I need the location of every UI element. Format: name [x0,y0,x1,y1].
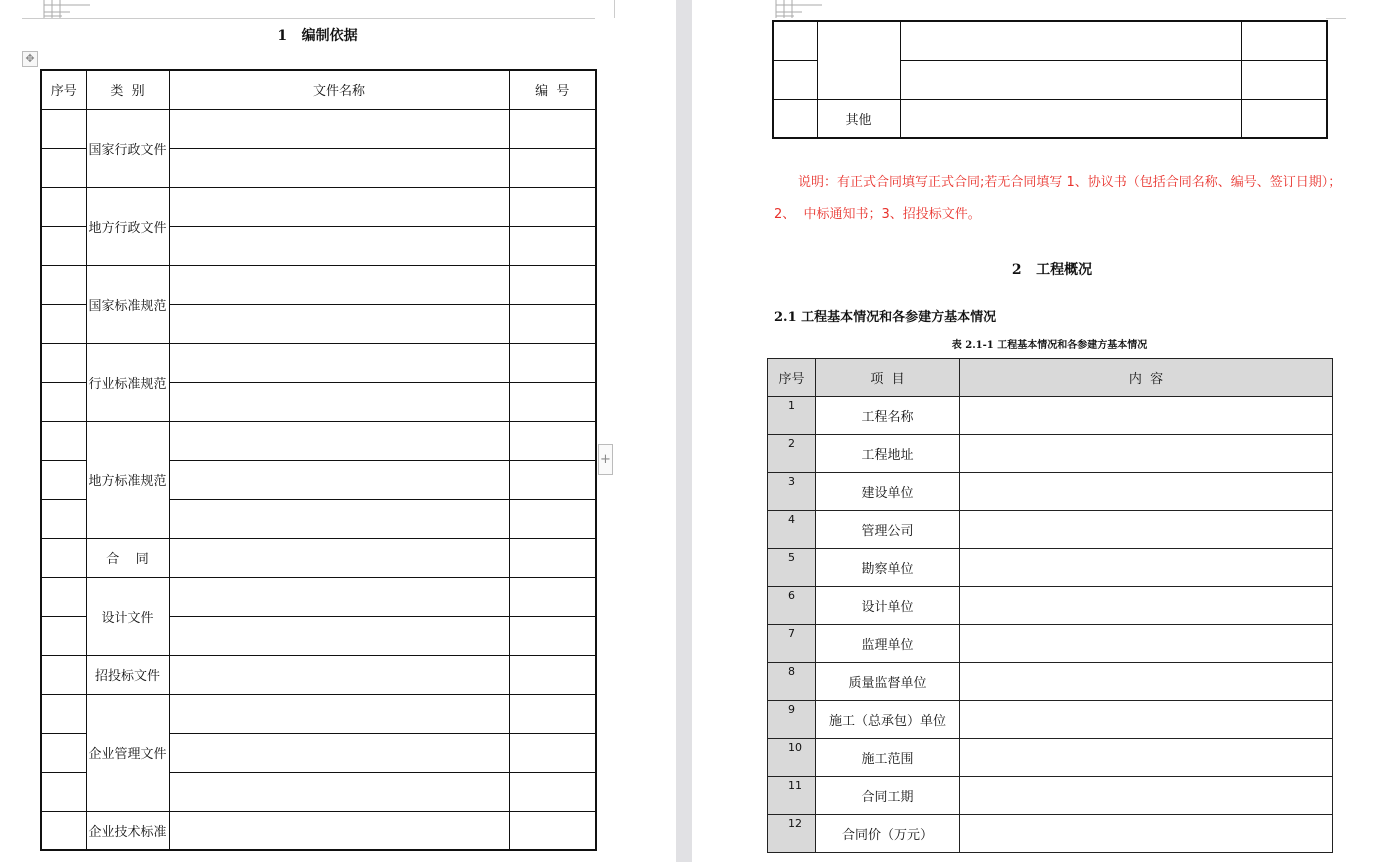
cell[interactable] [1241,21,1327,60]
note-line-2: 2、 中标通知书；3、招投标文件。 [774,207,981,222]
row-content[interactable] [960,701,1333,739]
table-row [41,109,596,148]
category-cell: 合 同 [86,538,169,577]
row-content[interactable] [960,625,1333,663]
page-margin-line [1326,18,1346,19]
cell-file-name[interactable] [169,382,509,421]
header-no: 序号 [41,70,86,109]
table-row [768,777,1333,815]
page-margin-line [22,18,595,19]
row-number: 8 [768,663,816,701]
subsection-heading: 2.1 工程基本情况和各参建方基本情况 [774,310,997,325]
table-row [41,655,596,694]
row-item: 工程名称 [816,397,960,435]
row-item: 工程地址 [816,435,960,473]
cell-file-name[interactable] [169,733,509,772]
cell-code[interactable] [509,616,596,655]
header-corner-mark-icon [40,0,90,18]
cell-file-name[interactable] [169,226,509,265]
row-item: 设计单位 [816,587,960,625]
category-cell: 设计文件 [86,577,169,655]
cell-no[interactable] [41,655,86,694]
table-row [768,625,1333,663]
table-row [41,577,596,616]
add-column-button[interactable]: + [598,444,613,475]
cell-file-name[interactable] [169,655,509,694]
category-cell: 行业标准规范 [86,343,169,421]
table-move-handle-icon[interactable]: ✥ [22,51,38,67]
cell-file-name[interactable] [169,772,509,811]
cell[interactable] [773,99,817,138]
row-item: 监理单位 [816,625,960,663]
page-gap [676,0,692,862]
cell-code[interactable] [509,148,596,187]
category-cell: 企业技术标准 [86,811,169,850]
table-row [768,739,1333,777]
cell[interactable] [817,21,900,99]
cell-file-name[interactable] [169,343,509,382]
cell-code[interactable] [509,538,596,577]
cell-code[interactable] [509,265,596,304]
cell-file-name[interactable] [169,616,509,655]
cell-code[interactable] [509,382,596,421]
note-line-1: 说明：有正式合同填写正式合同;若无合同填写 1、协议书（包括合同名称、编号、签订日期）； [798,175,1342,190]
row-number: 9 [768,701,816,739]
cell-code[interactable] [509,694,596,733]
cell-no[interactable] [41,460,86,499]
cell-file-name[interactable] [169,538,509,577]
category-cell: 国家行政文件 [86,109,169,187]
table-row [768,701,1333,739]
cell-no[interactable] [41,343,86,382]
row-item: 质量监督单位 [816,663,960,701]
cell-file-name[interactable] [169,577,509,616]
cell-code[interactable] [509,811,596,850]
row-number: 2 [768,435,816,473]
cell[interactable] [773,21,817,60]
cell-file-name[interactable] [169,187,509,226]
table-row [768,473,1333,511]
cell-code[interactable] [509,226,596,265]
table-row [768,663,1333,701]
row-item: 勘察单位 [816,549,960,587]
cell-no[interactable] [41,187,86,226]
header-code: 编 号 [509,70,596,109]
table-row [41,694,596,733]
table-row [41,421,596,460]
row-content[interactable] [960,435,1333,473]
cell-no[interactable] [41,148,86,187]
row-item: 合同工期 [816,777,960,815]
cell[interactable] [1241,99,1327,138]
row-content[interactable] [960,473,1333,511]
cell-code[interactable] [509,460,596,499]
cell-no[interactable] [41,772,86,811]
header-content: 内 容 [960,359,1333,397]
cell-file-name[interactable] [169,499,509,538]
cell-code[interactable] [509,421,596,460]
cell-code[interactable] [509,187,596,226]
row-content[interactable] [960,511,1333,549]
cell-file-name[interactable] [169,265,509,304]
cell-code[interactable] [509,655,596,694]
section-heading: 1 编制依据 [277,28,358,44]
row-number: 7 [768,625,816,663]
category-cell: 地方行政文件 [86,187,169,265]
table-header-row [41,70,596,109]
row-number: 10 [768,739,816,777]
cell-no[interactable] [41,733,86,772]
cell-no[interactable] [41,109,86,148]
row-number: 5 [768,549,816,587]
cell-no[interactable] [41,616,86,655]
cell-no[interactable] [41,538,86,577]
table-header-row [768,359,1333,397]
header-corner-mark-icon [772,0,822,18]
table-row [41,265,596,304]
row-item: 施工（总承包）单位 [816,701,960,739]
header-item: 项 目 [816,359,960,397]
cell-code[interactable] [509,577,596,616]
header-file-name: 文件名称 [169,70,509,109]
category-other: 其他 [817,99,900,138]
row-number: 4 [768,511,816,549]
category-cell: 招投标文件 [86,655,169,694]
cell-code[interactable] [509,499,596,538]
cell-file-name[interactable] [169,421,509,460]
row-content[interactable] [960,739,1333,777]
cell-file-name[interactable] [169,148,509,187]
category-cell: 地方标准规范 [86,421,169,538]
table-row [41,811,596,850]
row-item: 合同价（万元） [816,815,960,853]
cell[interactable] [900,99,1241,138]
cell-code[interactable] [509,772,596,811]
row-item: 管理公司 [816,511,960,549]
row-number: 1 [768,397,816,435]
cell-code[interactable] [509,343,596,382]
basis-table [40,69,597,851]
cell-no[interactable] [41,694,86,733]
table-row [768,587,1333,625]
cell-code[interactable] [509,304,596,343]
table-row [41,343,596,382]
table-row [41,187,596,226]
row-number: 11 [768,777,816,815]
row-item: 建设单位 [816,473,960,511]
table-caption: 表 2.1-1 工程基本情况和各参建方基本情况 [951,340,1148,351]
cell[interactable] [900,21,1241,60]
cell-file-name[interactable] [169,109,509,148]
category-cell: 企业管理文件 [86,694,169,811]
page-margin-line [614,0,615,18]
row-content[interactable] [960,663,1333,701]
header-no: 序号 [768,359,816,397]
header-category: 类 别 [86,70,169,109]
table-row [41,538,596,577]
table-row [773,99,1327,138]
cell-no[interactable] [41,304,86,343]
table-row [768,397,1333,435]
cell-no[interactable] [41,577,86,616]
section-heading: 2 工程概况 [1011,262,1093,278]
row-number: 6 [768,587,816,625]
row-number: 12 [768,815,816,853]
table-row [768,549,1333,587]
cell-file-name[interactable] [169,694,509,733]
row-content[interactable] [960,549,1333,587]
row-content[interactable] [960,397,1333,435]
table-row [768,511,1333,549]
row-item: 施工范围 [816,739,960,777]
table-row [768,435,1333,473]
cell-no[interactable] [41,499,86,538]
row-content[interactable] [960,777,1333,815]
cell-file-name[interactable] [169,811,509,850]
cell-code[interactable] [509,733,596,772]
basis-table-continued [772,20,1328,139]
project-info-table [767,358,1333,853]
cell-file-name[interactable] [169,304,509,343]
cell[interactable] [1241,60,1327,99]
cell-no[interactable] [41,226,86,265]
cell-no[interactable] [41,382,86,421]
cell-file-name[interactable] [169,460,509,499]
cell[interactable] [900,60,1241,99]
row-number: 3 [768,473,816,511]
row-content[interactable] [960,815,1333,853]
cell-no[interactable] [41,811,86,850]
cell[interactable] [773,60,817,99]
cell-code[interactable] [509,109,596,148]
row-content[interactable] [960,587,1333,625]
category-cell: 国家标准规范 [86,265,169,343]
table-row [768,815,1333,853]
cell-no[interactable] [41,421,86,460]
table-row [773,21,1327,60]
cell-no[interactable] [41,265,86,304]
